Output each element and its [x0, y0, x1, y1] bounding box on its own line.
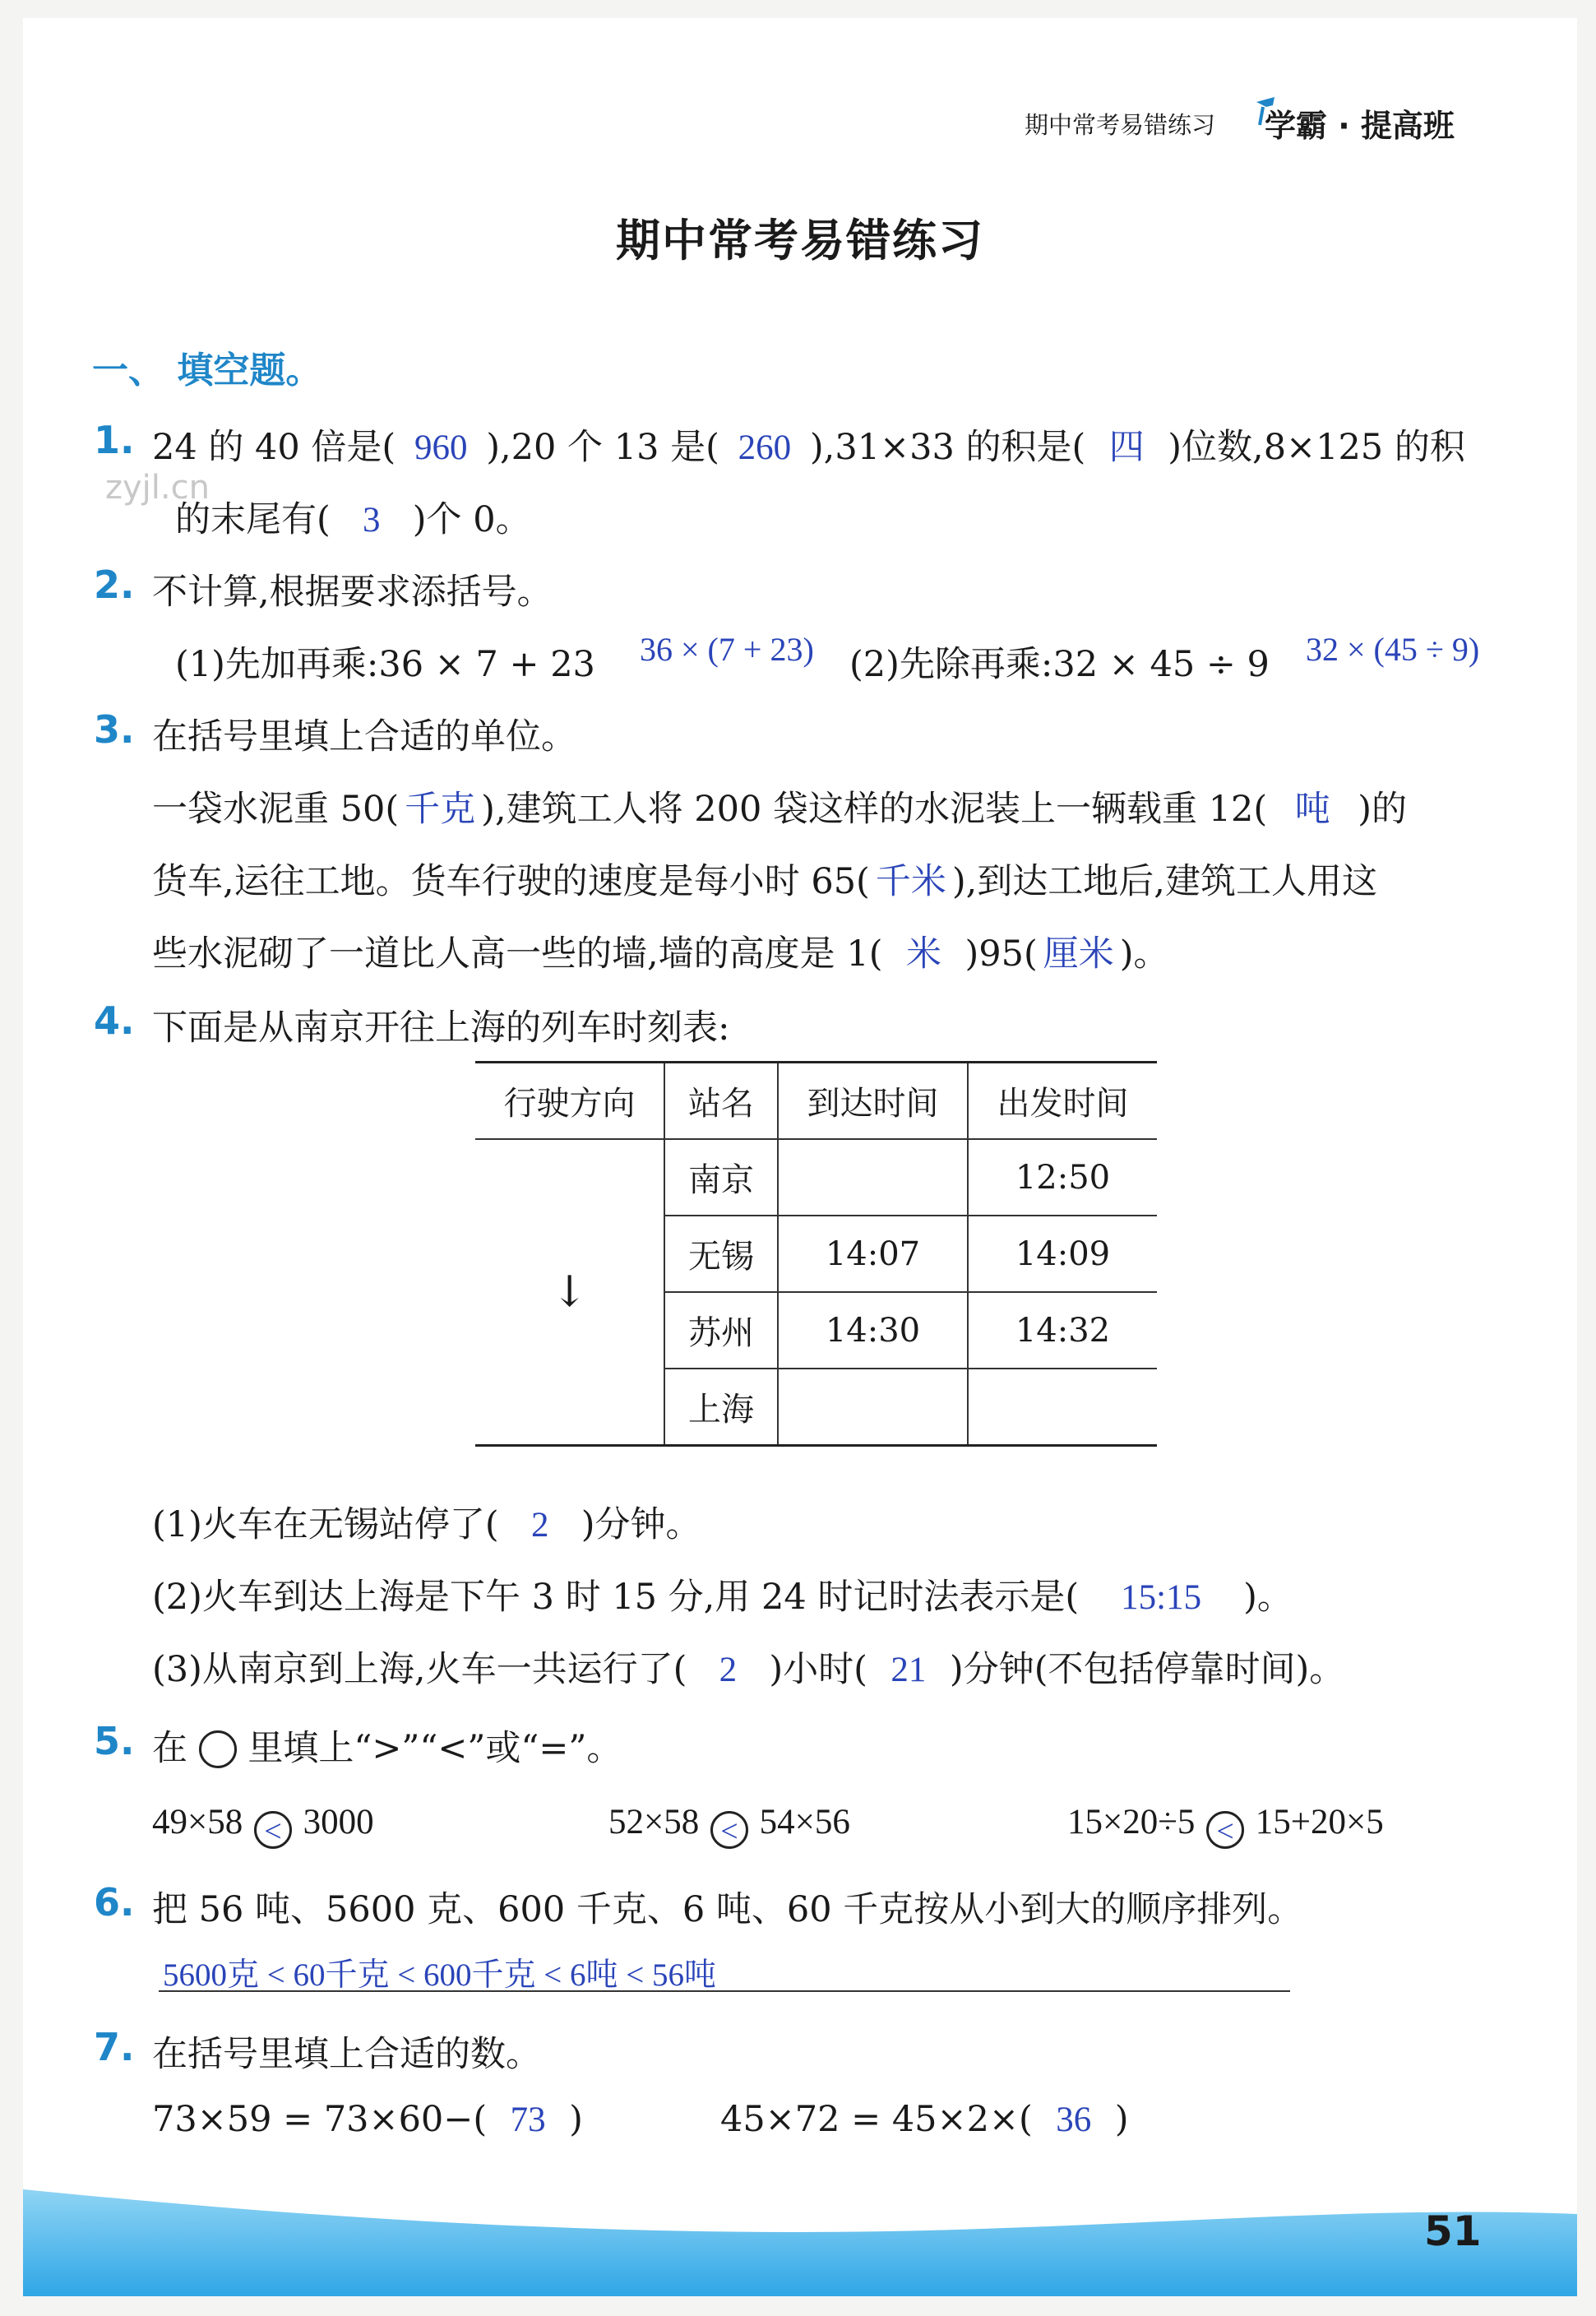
q1-answer-1: 960 [414, 428, 468, 467]
page-number: 51 [1424, 2207, 1482, 2255]
q4-text: (1)火车在无锡站停了( [152, 1504, 499, 1545]
q3-text: )。 [1119, 933, 1169, 975]
q5-left: 49×58 [152, 1803, 243, 1841]
q5-text [152, 1721, 622, 1771]
q3-answer-5: 厘米 [1043, 935, 1114, 974]
q4-text: 下面是从南京开往上海的列车时刻表: [152, 1007, 730, 1049]
q4-number: 4. [94, 998, 135, 1043]
station-cell: 苏州 [664, 1292, 778, 1369]
q5-text: 在 [152, 1728, 187, 1769]
q3-line3 [152, 926, 1169, 976]
arrival-cell: 14:30 [778, 1292, 968, 1369]
q4-text: )。 [1243, 1577, 1293, 1618]
q4-answer-4: 21 [891, 1651, 927, 1689]
q3-text: 货车,运往工地。货车行驶的速度是每小时 65( [152, 861, 870, 902]
table-row [475, 1139, 1157, 1216]
q6-number: 6. [94, 1880, 135, 1925]
q7-answer-2: 36 [1056, 2101, 1092, 2139]
q3-line1 [152, 781, 1407, 831]
q3-text: ),到达工地后,建筑工人用这 [951, 861, 1377, 902]
q1-line2 [175, 492, 531, 542]
arrival-cell [778, 1369, 968, 1446]
header-station: 站名 [664, 1063, 778, 1140]
departure-cell: 14:09 [968, 1216, 1157, 1292]
q5-right: 54×56 [759, 1803, 850, 1841]
table-header-row [475, 1063, 1157, 1140]
q6-answer: 5600克 < 60千克 < 600千克 < 6吨 < 56吨 [163, 1957, 716, 1993]
q1-answer-3: 四 [1108, 428, 1145, 467]
q7-expr-1 [152, 2099, 583, 2140]
q4-text: (2)火车到达上海是下午 3 时 15 分,用 24 时记时法表示是( [152, 1577, 1080, 1618]
q3-text: )95( [965, 933, 1038, 975]
q1-text: )个 0。 [412, 499, 531, 540]
circle-icon [199, 1730, 237, 1768]
q1-text: 24 的 40 倍是( [152, 427, 396, 468]
page [23, 18, 1577, 2296]
section-heading: 一、 填空题。 [92, 350, 322, 391]
header-departure: 出发时间 [968, 1063, 1157, 1140]
q1-line1 [152, 419, 1465, 470]
q3-text: )的 [1358, 789, 1407, 830]
arrival-cell [778, 1139, 968, 1216]
station-cell: 南京 [664, 1139, 778, 1216]
q6-text: 把 56 吨、5600 克、600 千克、6 吨、60 千克按从小到大的顺序排列。 [152, 1889, 1303, 1930]
q5-right: 15+20×5 [1255, 1803, 1384, 1841]
q4-text: (3)从南京到上海,火车一共运行了( [152, 1649, 687, 1690]
q2-answer-1: 36 × (7 + 23) [640, 631, 814, 668]
departure-cell: 12:50 [968, 1139, 1157, 1216]
q6-answer-line [159, 1990, 1290, 1992]
q1-text: )位数,8×125 的积 [1168, 427, 1465, 468]
q5-item-1 [152, 1801, 374, 1849]
q7-answer-1: 73 [510, 2101, 546, 2139]
q7-text: ) [569, 2099, 583, 2140]
header-arrival: 到达时间 [778, 1063, 968, 1140]
q3-text: 在括号里填上合适的单位。 [152, 716, 576, 757]
timetable [475, 1061, 1157, 1447]
q4-sub1 [152, 1497, 701, 1547]
q5-sign: < [710, 1811, 748, 1849]
q7-text: 45×72 = 45×2×( [720, 2099, 1033, 2140]
q2-part2: (2)先除再乘:32 × 45 ÷ 9 [849, 644, 1270, 685]
q5-left: 15×20÷5 [1067, 1803, 1196, 1841]
q5-right: 3000 [303, 1803, 374, 1841]
page-title: 期中常考易错练习 [616, 215, 984, 266]
departure-cell [968, 1369, 1157, 1446]
q5-item-3 [1067, 1801, 1384, 1849]
q2-part1: (1)先加再乘:36 × 7 + 23 [175, 644, 595, 685]
q7-expr-2 [720, 2099, 1129, 2140]
q4-answer-1: 2 [530, 1506, 549, 1545]
q4-answer-3: 2 [719, 1651, 738, 1689]
q1-text: ),31×33 的积是( [809, 427, 1086, 468]
q3-number: 3. [94, 707, 135, 752]
q7-text: 在括号里填上合适的数。 [152, 2034, 541, 2075]
q5-item-2 [608, 1801, 850, 1849]
q3-text: 些水泥砌了一道比人高一些的墙,墙的高度是 1( [152, 933, 883, 975]
q5-number: 5. [94, 1719, 135, 1763]
q3-answer-1: 千克 [405, 790, 476, 829]
q7-text: ) [1114, 2099, 1129, 2140]
q4-text: )分钟。 [581, 1504, 701, 1545]
q4-sub3 [152, 1642, 1344, 1692]
q1-text: ),20 个 13 是( [486, 427, 719, 468]
header-subtitle: 期中常考易错练习 [1025, 111, 1216, 139]
q3-answer-2: 吨 [1294, 790, 1330, 829]
q1-answer-4: 3 [363, 501, 381, 540]
q3-answer-3: 千米 [875, 863, 946, 901]
direction-arrow: ↓ [475, 1139, 664, 1446]
q1-number: 1. [94, 418, 135, 462]
q3-text: ),建筑工人将 200 袋这样的水泥装上一辆载重 12( [481, 789, 1268, 830]
station-cell: 无锡 [664, 1216, 778, 1292]
q2-answer-2: 32 × (45 ÷ 9) [1306, 631, 1480, 668]
station-cell: 上海 [664, 1369, 778, 1446]
q2-number: 2. [94, 563, 135, 607]
header-logo: 学霸 · 提高班 [1265, 108, 1455, 144]
q4-text: )分钟(不包括停靠时间)。 [949, 1649, 1345, 1690]
q1-text: 的末尾有( [175, 499, 331, 540]
arrival-cell: 14:07 [778, 1216, 968, 1292]
q3-line2 [152, 854, 1377, 904]
watermark: zyjl.cn [105, 469, 210, 507]
q3-answer-4: 米 [905, 935, 941, 974]
q3-text: 一袋水泥重 50( [152, 789, 400, 830]
q4-sub2 [152, 1569, 1293, 1619]
q2-text: 不计算,根据要求添括号。 [152, 572, 553, 613]
q4-text: )小时( [769, 1649, 867, 1690]
q5-left: 52×58 [608, 1803, 700, 1841]
q7-number: 7. [94, 2025, 135, 2069]
departure-cell: 14:32 [968, 1292, 1157, 1369]
q7-text: 73×59 = 73×60−( [152, 2099, 488, 2140]
q5-sign: < [1206, 1811, 1244, 1849]
q5-text: 里填上“>”“<”或“=”。 [247, 1728, 622, 1769]
header-direction: 行驶方向 [475, 1063, 664, 1140]
footer-wave [23, 2181, 1577, 2296]
q1-answer-2: 260 [738, 428, 792, 467]
q5-sign: < [254, 1811, 292, 1849]
q4-answer-2: 15:15 [1121, 1578, 1202, 1617]
